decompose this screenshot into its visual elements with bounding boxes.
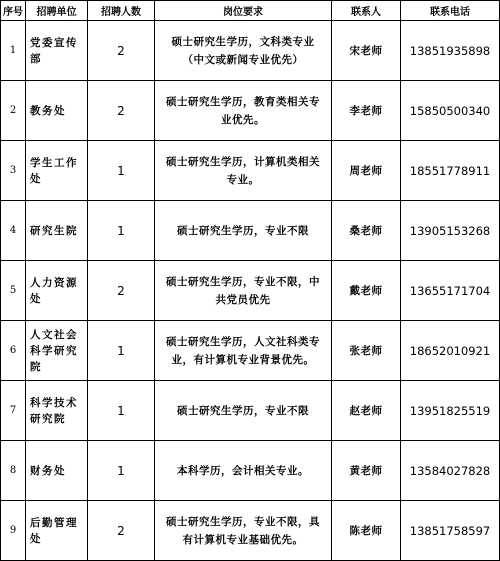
cell-contact: 黄老师 bbox=[332, 441, 401, 501]
cell-seq: 7 bbox=[1, 381, 26, 441]
cell-count: 2 bbox=[88, 81, 155, 141]
cell-phone: 15850500340 bbox=[401, 81, 500, 141]
cell-phone: 13851758597 bbox=[401, 501, 500, 561]
cell-contact: 周老师 bbox=[332, 141, 401, 201]
cell-requirement: 硕士研究生学历，专业不限 bbox=[155, 201, 332, 261]
cell-requirement: 硕士研究生学历，专业不限，中共党员优先 bbox=[155, 261, 332, 321]
cell-requirement: 硕士研究生学历，计算机类相关专业。 bbox=[155, 141, 332, 201]
cell-seq: 2 bbox=[1, 81, 26, 141]
cell-unit: 科学技术研究院 bbox=[26, 381, 88, 441]
cell-unit: 教务处 bbox=[26, 81, 88, 141]
cell-phone: 13851935898 bbox=[401, 21, 500, 81]
cell-count: 1 bbox=[88, 141, 155, 201]
cell-phone: 13951825519 bbox=[401, 381, 500, 441]
header-requirement: 岗位要求 bbox=[155, 1, 332, 21]
cell-seq: 3 bbox=[1, 141, 26, 201]
table-row bbox=[1, 261, 500, 321]
table-row bbox=[1, 381, 500, 441]
cell-phone: 18652010921 bbox=[401, 321, 500, 381]
cell-phone: 13905153268 bbox=[401, 201, 500, 261]
header-count: 招聘人数 bbox=[88, 1, 155, 21]
cell-phone: 13584027828 bbox=[401, 441, 500, 501]
cell-count: 1 bbox=[88, 441, 155, 501]
table-row bbox=[1, 81, 500, 141]
table-row bbox=[1, 501, 500, 561]
cell-requirement: 硕士研究生学历，文科类专业（中文或新闻专业优先） bbox=[155, 21, 332, 81]
cell-contact: 李老师 bbox=[332, 81, 401, 141]
table-row bbox=[1, 201, 500, 261]
table-row bbox=[1, 21, 500, 81]
cell-requirement: 本科学历，会计相关专业。 bbox=[155, 441, 332, 501]
cell-unit: 财务处 bbox=[26, 441, 88, 501]
table-row bbox=[1, 141, 500, 201]
header-seq: 序号 bbox=[1, 1, 26, 21]
cell-contact: 赵老师 bbox=[332, 381, 401, 441]
cell-phone: 13655171704 bbox=[401, 261, 500, 321]
cell-seq: 8 bbox=[1, 441, 26, 501]
cell-contact: 桑老师 bbox=[332, 201, 401, 261]
header-contact: 联系人 bbox=[332, 1, 401, 21]
cell-contact: 宋老师 bbox=[332, 21, 401, 81]
cell-unit: 党委宣传部 bbox=[26, 21, 88, 81]
header-phone: 联系电话 bbox=[401, 1, 500, 21]
table-row bbox=[1, 321, 500, 381]
cell-requirement: 硕士研究生学历，人文社科类专业，有计算机专业背景优先。 bbox=[155, 321, 332, 381]
cell-requirement: 硕士研究生学历，教育类相关专业优先。 bbox=[155, 81, 332, 141]
cell-requirement: 硕士研究生学历，专业不限 bbox=[155, 381, 332, 441]
cell-contact: 陈老师 bbox=[332, 501, 401, 561]
cell-contact: 戴老师 bbox=[332, 261, 401, 321]
header-unit: 招聘单位 bbox=[26, 1, 88, 21]
cell-unit: 后勤管理处 bbox=[26, 501, 88, 561]
cell-count: 1 bbox=[88, 201, 155, 261]
table-row bbox=[1, 441, 500, 501]
cell-seq: 5 bbox=[1, 261, 26, 321]
cell-seq: 6 bbox=[1, 321, 26, 381]
cell-seq: 1 bbox=[1, 21, 26, 81]
cell-count: 2 bbox=[88, 261, 155, 321]
cell-unit: 人文社会科学研究院 bbox=[26, 321, 88, 381]
cell-count: 1 bbox=[88, 321, 155, 381]
cell-unit: 人力资源处 bbox=[26, 261, 88, 321]
cell-seq: 9 bbox=[1, 501, 26, 561]
cell-count: 2 bbox=[88, 21, 155, 81]
cell-requirement: 硕士研究生学历，专业不限，具有计算机专业基础优先。 bbox=[155, 501, 332, 561]
cell-seq: 4 bbox=[1, 201, 26, 261]
cell-contact: 张老师 bbox=[332, 321, 401, 381]
header-row bbox=[1, 1, 500, 21]
cell-unit: 学生工作处 bbox=[26, 141, 88, 201]
cell-phone: 18551778911 bbox=[401, 141, 500, 201]
cell-unit: 研究生院 bbox=[26, 201, 88, 261]
cell-count: 2 bbox=[88, 501, 155, 561]
cell-count: 1 bbox=[88, 381, 155, 441]
